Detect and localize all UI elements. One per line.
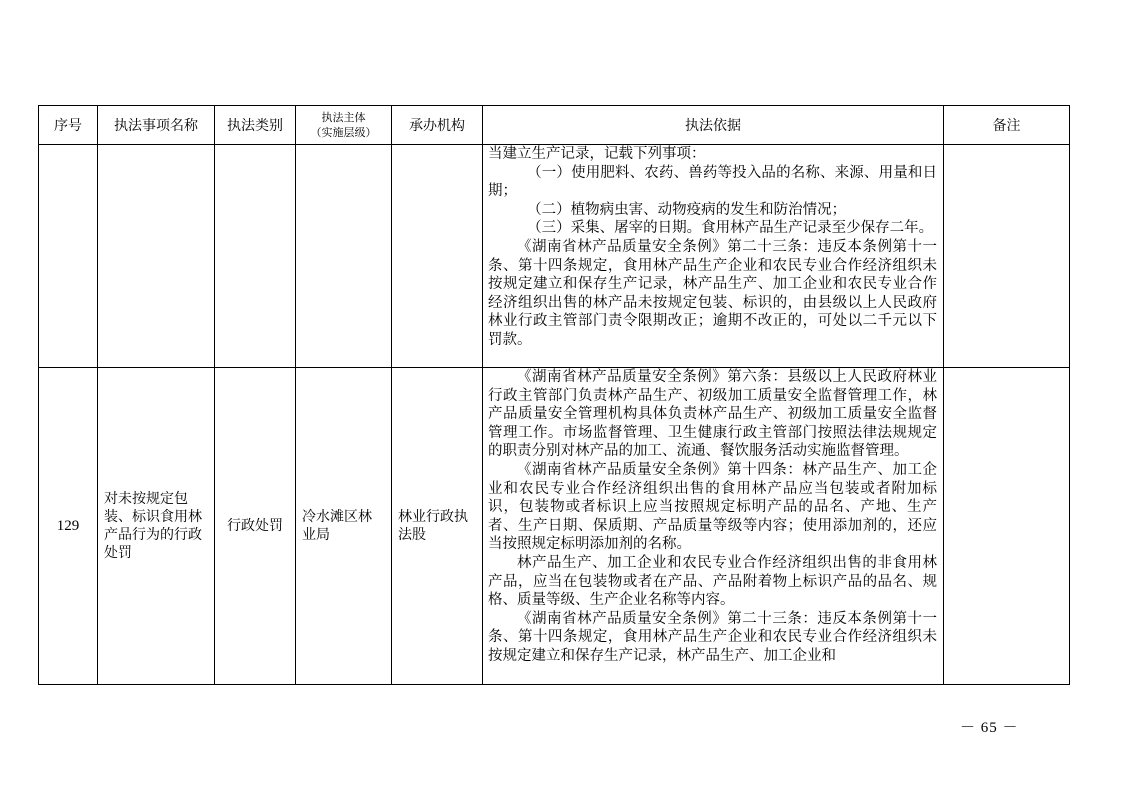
cell-basis <box>483 368 944 685</box>
cell-item-name: 对未按规定包装、标识食用林产品行为的行政处罚 <box>98 368 215 685</box>
header-subject-line2: （实施层级） <box>310 126 377 139</box>
basis-paragraph: 《湖南省林产品质量安全条例》第二十三条：违反本条例第十一条、第十四条规定，食用林产品生产企业和农民专业合作经济组织未按规定建立和保存生产记录，林产品生产、加工企业和农民专业合作经济组织出售的林产品未按规定包装、标识的，由县级以上人民政府林业行政主管部门责令限期改正；逾期不改正的，可处以二千元以下罚款。 <box>488 238 937 348</box>
table-row-continued <box>39 145 1070 368</box>
basis-paragraph: 《湖南省林产品质量安全条例》第二十三条：违反本条例第十一条、第十四条规定，食用林产品生产企业和农民专业合作经济组织未按规定建立和保存生产记录，林产品生产、加工企业和 <box>488 610 937 664</box>
header-agency: 承办机构 <box>392 106 483 145</box>
cell-category <box>215 145 296 368</box>
basis-paragraph: 当建立生产记录，记载下列事项： <box>488 146 706 162</box>
cell-serial <box>39 145 98 368</box>
basis-paragraph: 林产品生产、加工企业和农民专业合作经济组织出售的非食用林产品，应当在包装物或者在产品、产品附着物上标识产品的品名、规格、质量等级、生产企业名称等内容。 <box>488 554 937 609</box>
header-row <box>39 106 1070 145</box>
regulation-table-page <box>38 105 1069 685</box>
header-serial: 序号 <box>39 106 98 145</box>
cell-item-name <box>98 145 215 368</box>
law-enforcement-table <box>38 105 1070 685</box>
cell-agency <box>392 145 483 368</box>
basis-paragraph: 《湖南省林产品质量安全条例》第六条：县级以上人民政府林业行政主管部门负责林产品生产、初级加工质量安全监督管理工作，林产品质量安全管理机构具体负责林产品生产、初级加工质量安全监督管理工作。市场监督管理、卫生健康行政主管部门按照法律法规规定的职责分别对林产品的加工、流通、餐饮服务活动实施监督管理。 <box>488 369 937 460</box>
cell-remarks <box>944 145 1070 368</box>
header-subject-line1: 执法主体 <box>321 111 366 124</box>
basis-paragraph: 《湖南省林产品质量安全条例》第十四条：林产品生产、加工企业和农民专业合作经济组织出售的食用林产品应当包装或者附加标识，包装物或者标识上应当按照规定标明产品的品名、产地、生产者、生产日期、保质期、产品质量等级等内容；使用添加剂的，还应当按照规定标明添加剂的名称。 <box>488 461 937 553</box>
header-basis: 执法依据 <box>483 106 944 145</box>
table-row-129 <box>39 368 1070 685</box>
cell-category: 行政处罚 <box>215 368 296 685</box>
header-remarks: 备注 <box>944 106 1070 145</box>
cell-remarks <box>944 368 1070 685</box>
basis-paragraph: （二）植物病虫害、动物疫病的发生和防治情况； <box>527 201 847 218</box>
cell-agency: 林业行政执法股 <box>392 368 483 685</box>
cell-serial: 129 <box>39 368 98 685</box>
header-item-name: 执法事项名称 <box>98 106 215 145</box>
cell-subject <box>296 145 392 368</box>
cell-subject: 冷水滩区林业局 <box>296 368 392 685</box>
page-number: － 65 － <box>960 720 1019 736</box>
basis-paragraph: （一）使用肥料、农药、兽药等投入品的名称、来源、用量和日期； <box>488 164 937 200</box>
basis-paragraph: （三）采集、屠宰的日期。食用林产品生产记录至少保存二年。 <box>527 220 934 237</box>
header-category: 执法类别 <box>215 106 296 145</box>
cell-basis <box>483 145 944 368</box>
header-subject <box>296 106 392 145</box>
